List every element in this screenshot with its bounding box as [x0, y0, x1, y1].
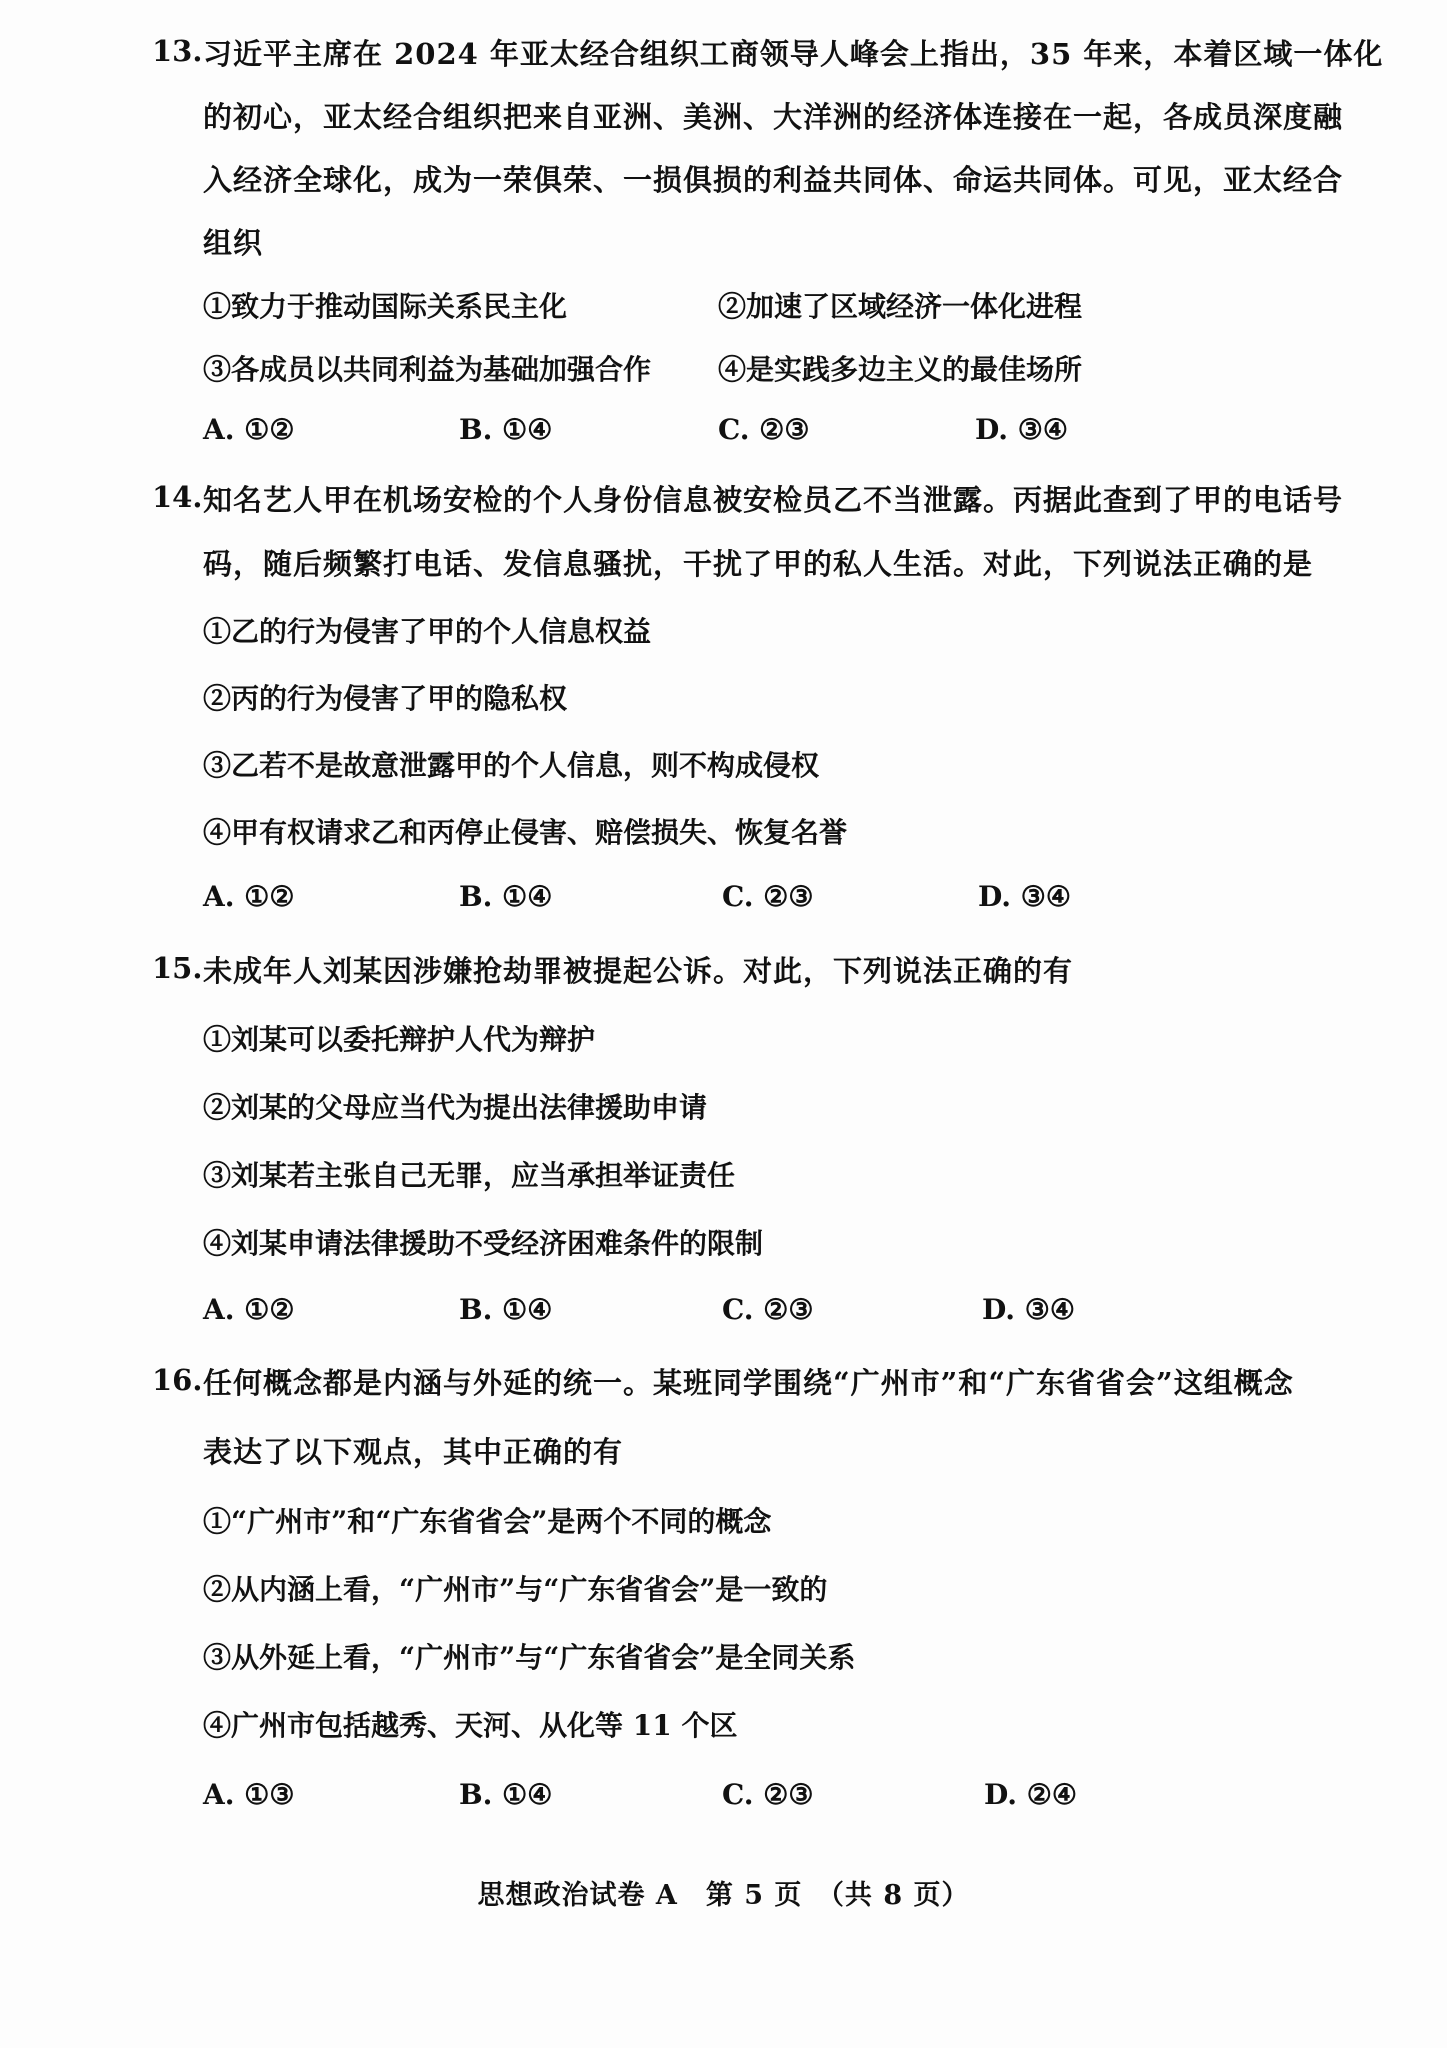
question-text-line: 表达了以下观点，其中正确的有: [203, 1435, 624, 1469]
option-c[interactable]: C. ②③: [722, 1293, 814, 1326]
question-number: 15.: [152, 951, 203, 985]
question-number: 13.: [152, 34, 203, 68]
question-number: 14.: [152, 480, 203, 514]
option-d[interactable]: D. ③④: [975, 413, 1068, 446]
question-text-line: 习近平主席在 2024 年亚太经合组织工商领导人峰会上指出，35 年来，本着区域一体化: [203, 37, 1384, 71]
statement-4: ④刘某申请法律援助不受经济困难条件的限制: [203, 1227, 764, 1260]
statement-1: ①致力于推动国际关系民主化: [203, 290, 568, 323]
statement-2: ②加速了区域经济一体化进程: [718, 290, 1083, 323]
question-text-line: 码，随后频繁打电话、发信息骚扰，干扰了甲的私人生活。对此，下列说法正确的是: [203, 547, 1314, 581]
option-c[interactable]: C. ②③: [722, 1778, 814, 1811]
option-c[interactable]: C. ②③: [722, 880, 814, 913]
option-d[interactable]: D. ③④: [982, 1293, 1075, 1326]
option-c[interactable]: C. ②③: [718, 413, 810, 446]
option-b[interactable]: B. ①④: [459, 880, 553, 913]
statement-4: ④广州市包括越秀、天河、从化等 11 个区: [203, 1709, 738, 1742]
statement-3: ③各成员以共同利益为基础加强合作: [203, 353, 652, 386]
statement-4: ④是实践多边主义的最佳场所: [718, 353, 1083, 386]
statement-1: ①刘某可以委托辩护人代为辩护: [203, 1023, 596, 1056]
statement-1: ①乙的行为侵害了甲的个人信息权益: [203, 615, 652, 648]
statement-1: ①“广州市”和“广东省省会”是两个不同的概念: [203, 1505, 772, 1538]
option-d[interactable]: D. ③④: [978, 880, 1071, 913]
statement-3: ③乙若不是故意泄露甲的个人信息，则不构成侵权: [203, 749, 820, 782]
question-number: 16.: [152, 1363, 203, 1397]
statement-2: ②刘某的父母应当代为提出法律援助申请: [203, 1091, 708, 1124]
question-text-line: 知名艺人甲在机场安检的个人身份信息被安检员乙不当泄露。丙据此查到了甲的电话号: [203, 483, 1344, 517]
page-footer: 思想政治试卷 A 第 5 页 （共 8 页）: [477, 1880, 970, 1911]
option-b[interactable]: B. ①④: [459, 1293, 553, 1326]
option-a[interactable]: A. ①③: [203, 1778, 295, 1811]
question-text-line: 的初心，亚太经合组织把来自亚洲、美洲、大洋洲的经济体连接在一起，各成员深度融: [203, 100, 1344, 134]
question-text-line: 任何概念都是内涵与外延的统一。某班同学围绕“广州市”和“广东省省会”这组概念: [203, 1366, 1294, 1400]
option-a[interactable]: A. ①②: [203, 413, 295, 446]
option-b[interactable]: B. ①④: [459, 1778, 553, 1811]
statement-3: ③从外延上看，“广州市”与“广东省省会”是全同关系: [203, 1641, 856, 1674]
question-text-line: 未成年人刘某因涉嫌抢劫罪被提起公诉。对此，下列说法正确的有: [203, 954, 1074, 988]
question-text-line: 组织: [203, 226, 264, 260]
option-a[interactable]: A. ①②: [203, 880, 295, 913]
option-d[interactable]: D. ②④: [984, 1778, 1077, 1811]
option-a[interactable]: A. ①②: [203, 1293, 295, 1326]
option-b[interactable]: B. ①④: [459, 413, 553, 446]
question-text-line: 入经济全球化，成为一荣俱荣、一损俱损的利益共同体、命运共同体。可见，亚太经合: [203, 163, 1344, 197]
statement-2: ②丙的行为侵害了甲的隐私权: [203, 682, 568, 715]
statement-4: ④甲有权请求乙和丙停止侵害、赔偿损失、恢复名誉: [203, 816, 848, 849]
statement-3: ③刘某若主张自己无罪，应当承担举证责任: [203, 1159, 736, 1192]
statement-2: ②从内涵上看，“广州市”与“广东省省会”是一致的: [203, 1573, 828, 1606]
